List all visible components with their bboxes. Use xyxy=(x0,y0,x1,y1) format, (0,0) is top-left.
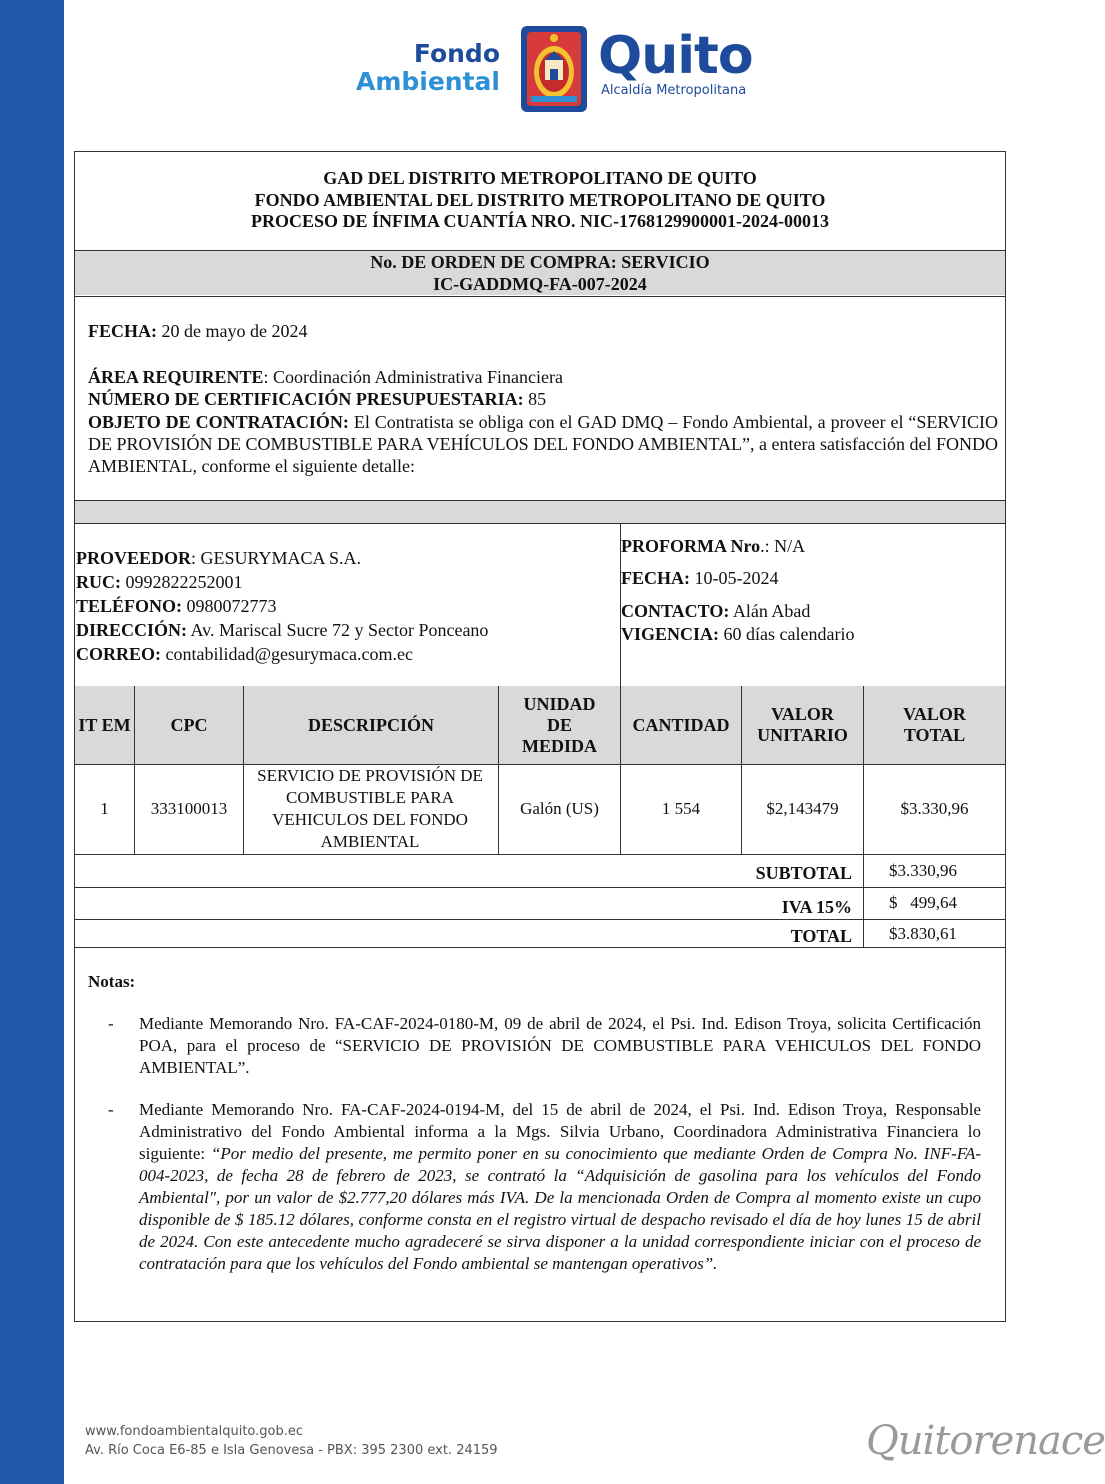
rule xyxy=(74,250,1006,251)
contacto-label: CONTACTO: xyxy=(621,601,730,621)
note-2-plain: Mediante Memorando Nro. FA-CAF-2024-0194-M, del 15 de abril de 2024, el Psi. Ind. Edison Troya, Responsable Administrativo del Fondo Ambiental informa a la Mgs. Silvia Urbano, Coordinadora Administrativa Financiera lo siguiente: xyxy=(139,1100,981,1163)
th-item: IT EM xyxy=(75,686,134,764)
cell-descripcion: SERVICIO DE PROVISIÓN DE COMBUSTIBLE PARA VEHICULOS DEL FONDO AMBIENTAL xyxy=(257,766,483,851)
rule xyxy=(74,887,1006,888)
rule xyxy=(74,919,1006,920)
total-label: TOTAL xyxy=(790,926,852,946)
note-2 xyxy=(139,1099,981,1275)
telefono-label: TELÉFONO: xyxy=(76,596,183,616)
iva-value: $ 499,64 xyxy=(889,893,957,912)
proforma-block xyxy=(621,530,1001,644)
header-line-3: PROCESO DE ÍNFIMA CUANTÍA NRO. NIC-1768129900001-2024-00013 xyxy=(250,211,829,231)
ruc-label: RUC: xyxy=(76,572,121,592)
footer-website: www.fondoambientalquito.gob.ec xyxy=(85,1424,304,1439)
notes-title: Notas: xyxy=(88,972,136,991)
area-value: : Coordinación Administrativa Financiera xyxy=(263,367,563,387)
proforma-value: .: N/A xyxy=(760,536,806,556)
fecha-row xyxy=(88,320,998,342)
proforma-fecha-value: 10-05-2024 xyxy=(690,568,779,588)
cert-value: 85 xyxy=(523,389,547,409)
vigencia-row xyxy=(621,624,1001,644)
direccion-value: Av. Mariscal Sucre 72 y Sector Ponceano xyxy=(187,620,489,640)
subtotal-value: $3.330,96 xyxy=(889,861,957,880)
spacer-band xyxy=(75,501,1005,523)
correo-label: CORREO: xyxy=(76,644,161,664)
telefono-row xyxy=(76,594,616,618)
proforma-fecha-row xyxy=(621,562,1001,594)
objeto-label: OBJETO DE CONTRATACIÓN: xyxy=(88,412,349,432)
footer-address: Av. Río Coca E6-85 e Isla Genovesa - PBX: 395 2300 ext. 24159 xyxy=(85,1443,498,1458)
cell-item: 1 xyxy=(100,799,109,818)
proveedor-block xyxy=(76,546,616,666)
rule xyxy=(74,296,1006,297)
th-cantidad: CANTIDAD xyxy=(621,686,741,764)
direccion-label: DIRECCIÓN: xyxy=(76,620,188,640)
note-bullet: - xyxy=(108,1100,114,1119)
area-row xyxy=(88,366,998,388)
proveedor-label: PROVEEDOR xyxy=(76,548,192,568)
cell-cpc: 333100013 xyxy=(150,799,228,818)
note-2-quote: “Por medio del presente, me permito poner en su conocimiento que mediante Orden de Compra No. INF-FA-004-2023, de fecha 28 de febrero de 2023, se contrató la “Adquisición de gasolina para los vehículos del Fondo Ambiental", por un valor de $2.777,20 dólares más IVA. De la mencionada Orden de Compra al momento existe un cupo disponible de $ 185.12 dólares, conforme consta en el registro virtual de despacho revisado el día de hoy lunes 15 de abril de 2024. Con este antecedente mucho agradeceré se sirva disponer a la unidad correspondiente iniciar con el proceso de contratación para que los vehículos del Fondo ambiental se mantengan operativos”. xyxy=(139,1144,981,1273)
cell-cantidad: 1 554 xyxy=(661,799,701,818)
contacto-row xyxy=(621,594,1001,628)
th-valor-unitario: VALOR UNITARIO xyxy=(742,686,863,764)
proveedor-row xyxy=(76,546,616,570)
direccion-row xyxy=(76,618,616,642)
logo-quito-text: Quito xyxy=(598,26,753,86)
cell-valor-total: $3.330,96 xyxy=(900,799,969,818)
rule xyxy=(74,947,1006,948)
correo-row xyxy=(76,642,616,666)
logo-quito-subtitle: Alcaldía Metropolitana xyxy=(601,83,747,98)
logo-fondo-line1: Fondo xyxy=(413,39,500,68)
proveedor-value: : GESURYMACA S.A. xyxy=(191,548,362,568)
objeto-value: El Contratista se obliga con el GAD DMQ – Fondo Ambiental, a proveer el “SERVICIO DE PROVISIÓN DE COMBUSTIBLE PARA VEHÍCULOS DEL FONDO AMBIENTAL”, a entera satisfacción del FONDO AMBIENTAL, conforme el siguiente detalle: xyxy=(88,412,998,476)
header-line-1: GAD DEL DISTRITO METROPOLITANO DE QUITO xyxy=(323,168,757,188)
note-1: Mediante Memorando Nro. FA-CAF-2024-0180-M, 09 de abril de 2024, el Psi. Ind. Edison Troya, solicita Certificación POA, para el proceso de “SERVICIO DE PROVISIÓN DE COMBUSTIBLE PARA VEHICULOS DEL FONDO AMBIENTAL”. xyxy=(139,1014,981,1077)
cell-valor-unitario: $2,143479 xyxy=(766,799,839,818)
side-stripe xyxy=(0,0,64,1484)
correo-value: contabilidad@gesurymaca.com.ec xyxy=(161,644,413,664)
document-header xyxy=(75,168,1005,233)
ruc-row xyxy=(76,570,616,594)
ruc-value: 0992822252001 xyxy=(121,572,243,592)
cell-unidad: Galón (US) xyxy=(520,799,599,818)
cert-label: NÚMERO DE CERTIFICACIÓN PRESUPUESTARIA: xyxy=(88,389,524,409)
quito-logo xyxy=(598,28,753,98)
proforma-label: PROFORMA Nro xyxy=(621,536,761,556)
vigencia-value: 60 días calendario xyxy=(719,624,855,644)
th-descripcion: DESCRIPCIÓN xyxy=(244,686,498,764)
cert-row xyxy=(88,388,998,410)
contacto-value: Alán Abad xyxy=(729,601,811,621)
quito-crest-icon xyxy=(519,24,589,114)
total-value: $3.830,61 xyxy=(889,924,957,943)
rule xyxy=(74,523,1006,524)
telefono-value: 0980072773 xyxy=(182,596,277,616)
th-unidad: UNIDAD DE MEDIDA xyxy=(499,686,620,764)
iva-label: IVA 15% xyxy=(781,897,852,917)
order-line-1: No. DE ORDEN DE COMPRA: SERVICIO xyxy=(370,252,710,272)
proforma-row xyxy=(621,530,1001,562)
rule xyxy=(74,500,1006,501)
objeto-row xyxy=(88,411,998,477)
fecha-label: FECHA: xyxy=(88,321,157,341)
rule xyxy=(74,854,1006,855)
proforma-fecha-label: FECHA: xyxy=(621,568,690,588)
logo-fondo-line2: Ambiental xyxy=(355,67,500,96)
header-line-2: FONDO AMBIENTAL DEL DISTRITO METROPOLITANO DE QUITO xyxy=(254,189,826,210)
fecha-value: 20 de mayo de 2024 xyxy=(157,321,308,341)
area-label: ÁREA REQUIRENTE xyxy=(88,367,264,387)
subtotal-label: SUBTOTAL xyxy=(755,863,852,883)
note-bullet: - xyxy=(108,1014,114,1033)
fondo-ambiental-logo xyxy=(318,40,500,96)
order-number xyxy=(75,252,1005,295)
quito-renace-signature: Quitorenace xyxy=(866,1418,1105,1464)
order-line-2: IC-GADDMQ-FA-007-2024 xyxy=(433,273,647,294)
th-valor-total: VALOR TOTAL xyxy=(864,686,1005,764)
th-cpc: CPC xyxy=(135,686,243,764)
vigencia-label: VIGENCIA: xyxy=(621,624,720,644)
